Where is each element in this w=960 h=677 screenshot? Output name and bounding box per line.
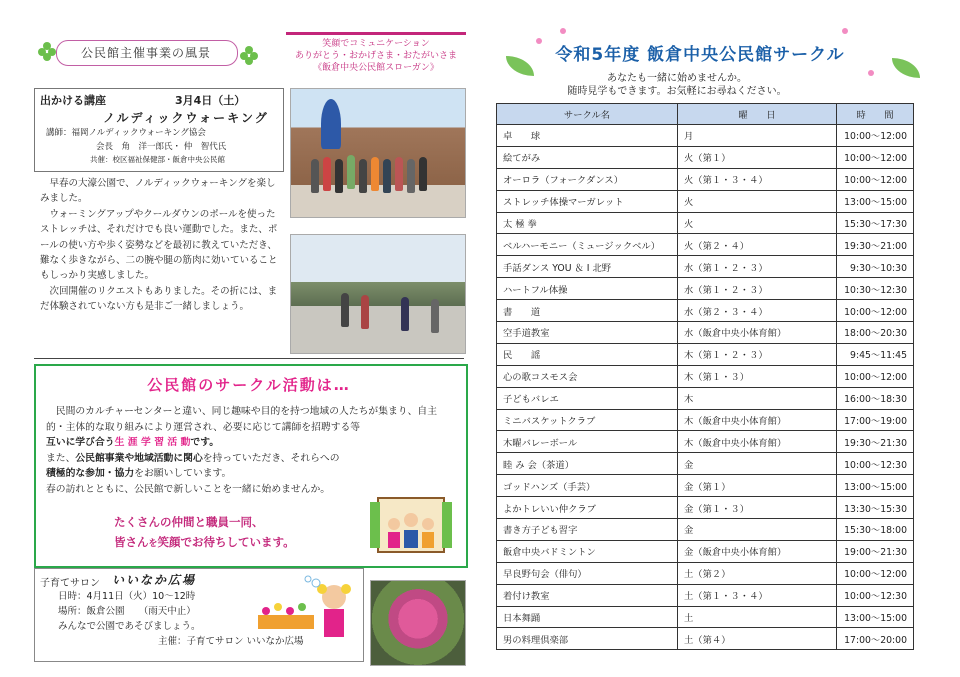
section-heading-left (38, 32, 258, 72)
closing-part: 皆さん (114, 535, 149, 549)
circle-paragraph: 春の訪れとともに、公民館で新しいことを一緒に始めませんか。 (46, 483, 331, 495)
table-row (497, 300, 914, 322)
weekday-cell: 木（第１・２・３） (678, 343, 837, 365)
event-label: 出かける講座 (40, 94, 106, 107)
time-cell: 10:30～12:30 (837, 278, 914, 300)
weekday-cell: 月 (678, 125, 837, 147)
event-name: ノルディックウォーキング (103, 111, 269, 125)
clover-icon (240, 46, 258, 64)
weekday-cell: 火 (678, 190, 837, 212)
time-cell: 9:45～11:45 (837, 343, 914, 365)
circle-text-red: 生 涯 学 習 活 動 (114, 437, 191, 449)
table-row (497, 409, 914, 431)
time-cell: 19:30～21:00 (837, 234, 914, 256)
table-row (497, 125, 914, 147)
time-cell: 9:30～10:30 (837, 256, 914, 278)
salon-name: いいなか広場 (112, 573, 197, 587)
table-row (497, 234, 914, 256)
slogan (286, 38, 466, 74)
circle-name-cell: ベルハーモニー（ミュージックベル） (497, 234, 678, 256)
circle-name-cell: 絵てがみ (497, 146, 678, 168)
event-date: 3月4日（土） (175, 94, 246, 107)
circle-name-cell: 民 謡 (497, 343, 678, 365)
family-window-illustration (370, 494, 452, 556)
slogan-line2: ありがとう・おかげさま・おたがいさま (294, 51, 457, 61)
weekday-cell: 土（第１・３・４） (678, 584, 837, 606)
circle-paragraph (46, 404, 456, 435)
time-cell: 15:30～18:00 (837, 519, 914, 541)
table-row (497, 584, 914, 606)
circle-name-cell: 早良野句会（俳句） (497, 562, 678, 584)
circle-activity-text (46, 404, 456, 498)
circle-name-cell: 書 道 (497, 300, 678, 322)
divider (34, 358, 464, 359)
circle-text-emph: 公民館事業や地域活動に関心 (75, 452, 203, 464)
time-cell: 15:30～17:30 (837, 212, 914, 234)
circle-name-cell: 飯倉中央バドミントン (497, 540, 678, 562)
table-row (497, 278, 914, 300)
time-cell: 17:00～20:00 (837, 628, 914, 650)
circle-name-cell: 心の歌コスモス会 (497, 365, 678, 387)
table-row (497, 343, 914, 365)
weekday-cell: 木（飯倉中央小体育館） (678, 409, 837, 431)
circle-name-cell: 太 極 拳 (497, 212, 678, 234)
circle-list-subtitle: 随時見学もできます。お気軽にお尋ねください。 (567, 86, 787, 97)
circle-name-cell: ゴッドハンズ（手芸） (497, 475, 678, 497)
circle-name-cell: 木曜バレーボール (497, 431, 678, 453)
time-cell: 10:00～12:00 (837, 146, 914, 168)
table-row (497, 256, 914, 278)
time-cell: 10:00～12:00 (837, 125, 914, 147)
event-report-paragraph: 次回開催のリクエストもありました。その折には、まだ体験されていない方も是非ご一緒しましょう。 (40, 285, 278, 313)
event-lecturer: 講師：福岡ノルディックウォーキング協会 (46, 128, 206, 138)
closing-part: 笑顔でお待ちしています。 (157, 535, 295, 549)
circle-schedule-table (496, 103, 914, 650)
time-cell: 10:00～12:30 (837, 584, 914, 606)
salon-line: 主催：子育てサロン いいなか広場 (158, 636, 304, 647)
weekday-cell: 火（第１・３・４） (678, 168, 837, 190)
closing-line: たくさんの仲間と職員一同、 (114, 515, 264, 529)
table-row (497, 365, 914, 387)
weekday-cell: 金 (678, 519, 837, 541)
table-row (497, 190, 914, 212)
circle-name-cell: オーロラ（フォークダンス） (497, 168, 678, 190)
circle-name-cell: 男の料理倶楽部 (497, 628, 678, 650)
time-cell: 16:00～18:30 (837, 387, 914, 409)
time-cell: 10:00～12:30 (837, 453, 914, 475)
circle-name-cell: 書き方子ども習字 (497, 519, 678, 541)
table-header-row (497, 104, 914, 125)
time-cell: 17:00～19:00 (837, 409, 914, 431)
circle-list-subtitle: あなたも一緒に始めませんか。 (607, 73, 747, 84)
weekday-cell: 金（飯倉中央小体育館） (678, 540, 837, 562)
event-report-paragraph: ウォーミングアップやクールダウンのポールを使ったストレッチは、それだけでも良い運動でした。また、ポールの使い方や歩く姿勢などを最初に教えていただき、難なく歩きながら、二の腕や腿の筋肉に効いていることもしっかり実感しました。 (40, 208, 278, 282)
circle-paragraph (46, 451, 456, 467)
park-walking-photo (290, 234, 466, 354)
time-cell: 10:00～12:00 (837, 365, 914, 387)
column-header: サークル名 (497, 104, 678, 125)
circle-text: をお願いしています。 (134, 468, 232, 480)
closing-line (114, 532, 344, 554)
circle-name-cell: 子どもバレエ (497, 387, 678, 409)
circle-paragraph (46, 435, 456, 451)
circle-text-emph: 積極的な参加・協力 (46, 468, 135, 480)
circle-paragraph (46, 466, 456, 482)
table-row (497, 453, 914, 475)
time-cell: 13:30～15:30 (837, 497, 914, 519)
weekday-cell: 火（第２・４） (678, 234, 837, 256)
table-row (497, 322, 914, 344)
table-row (497, 562, 914, 584)
table-row (497, 497, 914, 519)
circle-name-cell: ミニバスケットクラブ (497, 409, 678, 431)
event-lecturer-names: 会長 角 洋一郎氏・ 仲 智代氏 (96, 142, 227, 152)
event-report-paragraph: 早春の大濠公園で、ノルディックウォーキングを楽しみました。 (40, 178, 276, 205)
event-report (40, 176, 280, 315)
slogan-bar (286, 32, 466, 35)
circle-text-emph: 互いに学び合う (46, 437, 115, 449)
event-cohost: 共催：校区福祉保健部・飯倉中央公民館 (90, 155, 225, 164)
salon-line: 場所：飯倉公園 （雨天中止） (58, 606, 196, 617)
flowerpot-child-illustration (250, 575, 358, 645)
weekday-cell: 木（飯倉中央小体育館） (678, 431, 837, 453)
circle-name-cell: 着付け教室 (497, 584, 678, 606)
circle-closing (114, 512, 344, 554)
weekday-cell: 木（第１・３） (678, 365, 837, 387)
walking-group-photo (290, 88, 466, 218)
table-row (497, 628, 914, 650)
weekday-cell: 火 (678, 212, 837, 234)
weekday-cell: 木 (678, 387, 837, 409)
time-cell: 19:00～21:30 (837, 540, 914, 562)
circle-text-1: 民間のカルチャーセンターと違い、同じ趣味や目的を持つ地域の人たちが集まり、自主的・主体的な取り組みにより運営され、必要に応じて講師を招聘する等 (46, 406, 437, 433)
weekday-cell: 水（第１・２・３） (678, 256, 837, 278)
table-row (497, 146, 914, 168)
flower-basket-photo (370, 580, 466, 666)
weekday-cell: 金（第１） (678, 475, 837, 497)
table-row (497, 212, 914, 234)
table-row (497, 387, 914, 409)
table-row (497, 519, 914, 541)
slogan-line1: 笑顔でコミュニケーション (322, 39, 430, 49)
circle-name-cell: 手話ダンス YOU ＆ I 北野 (497, 256, 678, 278)
table-row (497, 540, 914, 562)
weekday-cell: 土（第４） (678, 628, 837, 650)
time-cell: 19:30～21:30 (837, 431, 914, 453)
time-cell: 10:00～12:00 (837, 168, 914, 190)
weekday-cell: 火（第１） (678, 146, 837, 168)
time-cell: 18:00～20:30 (837, 322, 914, 344)
circle-name-cell: 空手道教室 (497, 322, 678, 344)
circle-list-title: 令和5年度 飯倉中央公民館サークル (555, 45, 845, 65)
time-cell: 13:00～15:00 (837, 475, 914, 497)
circle-text: を持っていただき、それらへの (202, 452, 340, 464)
circle-name-cell: 睦 み 会（茶道） (497, 453, 678, 475)
closing-part: を (148, 539, 158, 549)
flower-dot-icon (560, 28, 566, 34)
circle-activity-title: 公民館のサークル活動は… (147, 376, 351, 394)
circle-name-cell: ストレッチ体操マーガレット (497, 190, 678, 212)
table-row (497, 431, 914, 453)
circle-name-cell: よかトレいい仲クラブ (497, 497, 678, 519)
time-cell: 13:00～15:00 (837, 190, 914, 212)
flower-dot-icon (868, 70, 874, 76)
table-row (497, 606, 914, 628)
circle-text: また、 (46, 452, 76, 464)
weekday-cell: 土（第２） (678, 562, 837, 584)
salon-line: 日時：4月11日（火）10～12時 (58, 591, 196, 602)
weekday-cell: 金（第１・３） (678, 497, 837, 519)
banner-shape (321, 99, 341, 149)
weekday-cell: 水（飯倉中央小体育館） (678, 322, 837, 344)
weekday-cell: 水（第１・２・３） (678, 278, 837, 300)
table-row (497, 168, 914, 190)
time-cell: 10:00～12:00 (837, 300, 914, 322)
table-row (497, 475, 914, 497)
weekday-cell: 水（第２・３・４） (678, 300, 837, 322)
salon-label: 子育てサロン (40, 578, 100, 589)
circle-name-cell: 卓 球 (497, 125, 678, 147)
salon-line: みんなで公園であそびましょう。 (58, 621, 201, 632)
leaf-icon (892, 58, 920, 78)
column-header: 時 間 (837, 104, 914, 125)
heading-title: 公民館主催事業の風景 (80, 46, 211, 60)
flower-dot-icon (842, 28, 848, 34)
time-cell: 10:00～12:00 (837, 562, 914, 584)
weekday-cell: 金 (678, 453, 837, 475)
circle-text-emph: です。 (190, 437, 220, 449)
slogan-line3: 《飯倉中央公民館スローガン》 (313, 63, 439, 73)
weekday-cell: 土 (678, 606, 837, 628)
circle-name-cell: 日本舞踊 (497, 606, 678, 628)
time-cell: 13:00～15:00 (837, 606, 914, 628)
circle-name-cell: ハートフル体操 (497, 278, 678, 300)
clover-icon (38, 42, 56, 60)
column-header: 曜 日 (678, 104, 837, 125)
